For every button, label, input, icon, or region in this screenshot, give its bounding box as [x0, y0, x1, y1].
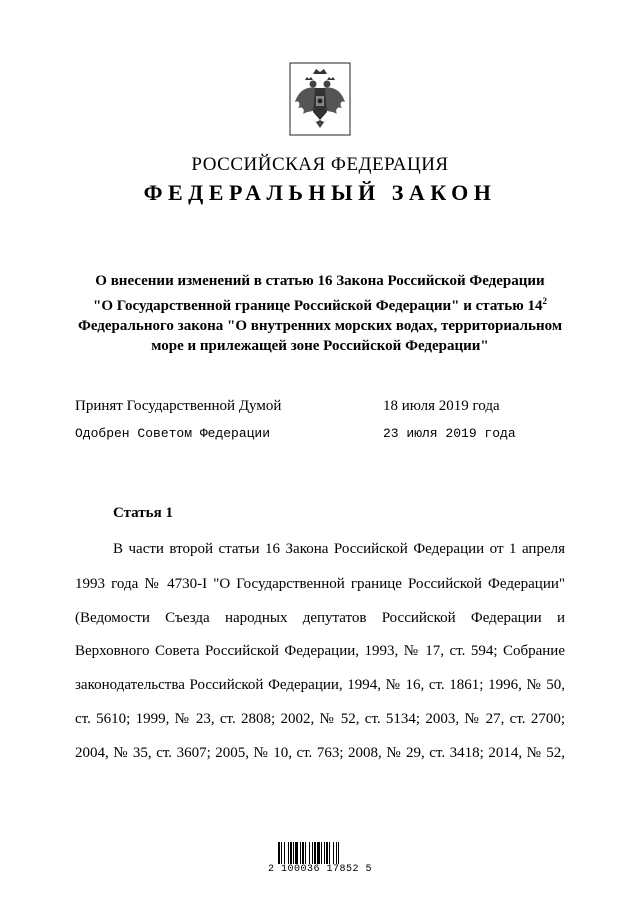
russia-coat-of-arms-icon: [289, 62, 351, 136]
law-title-line: [60, 291, 580, 316]
law-title: [60, 271, 580, 356]
article-text-line: (Ведомости Съезда народных депутатов Российской Федерации и: [75, 610, 565, 626]
barcode-number: 2 100036 17852 5: [268, 864, 373, 875]
approved-date: 23 июля 2019 года: [383, 426, 516, 441]
article-heading: Статья 1: [113, 505, 173, 521]
approved-label: Одобрен Советом Федерации: [75, 426, 271, 441]
adopted-label: Принят Государственной Думой: [75, 398, 282, 414]
article-text-line: ст. 5610; 1999, № 23, ст. 2808; 2002, № 52, ст. 5134; 2003, № 27, ст. 2700;: [75, 711, 565, 727]
article-superscript: 2: [542, 296, 547, 306]
country-name: РОССИЙСКАЯ ФЕДЕРАЦИЯ: [191, 154, 449, 175]
article-text-line: 2004, № 35, ст. 3607; 2005, № 10, ст. 763; 2008, № 29, ст. 3418; 2014, № 52,: [75, 745, 565, 761]
law-type-heading: ФЕДЕРАЛЬНЫЙ ЗАКОН: [143, 180, 497, 205]
adopted-date: 18 июля 2019 года: [383, 398, 500, 414]
article-text-line: Верховного Совета Российской Федерации, 1993, № 17, ст. 594; Собрание: [75, 643, 565, 659]
article-text-line: законодательства Российской Федерации, 1994, № 16, ст. 1861; 1996, № 50,: [75, 677, 565, 693]
article-text-line: 1993 года № 4730-I "О Государственной границе Российской Федерации": [75, 576, 565, 592]
law-title-line: море и прилежащей зоне Российской Федерации": [151, 338, 489, 354]
law-title-line: О внесении изменений в статью 16 Закона Российской Федерации: [95, 273, 545, 289]
law-title-line-text: "О Государственной границе Российской Федерации" и статью 14: [93, 298, 543, 314]
law-title-line: Федерального закона "О внутренних морских водах, территориальном: [77, 318, 563, 334]
article-text-line: В части второй статьи 16 Закона Российской Федерации от 1 апреля: [113, 541, 565, 557]
